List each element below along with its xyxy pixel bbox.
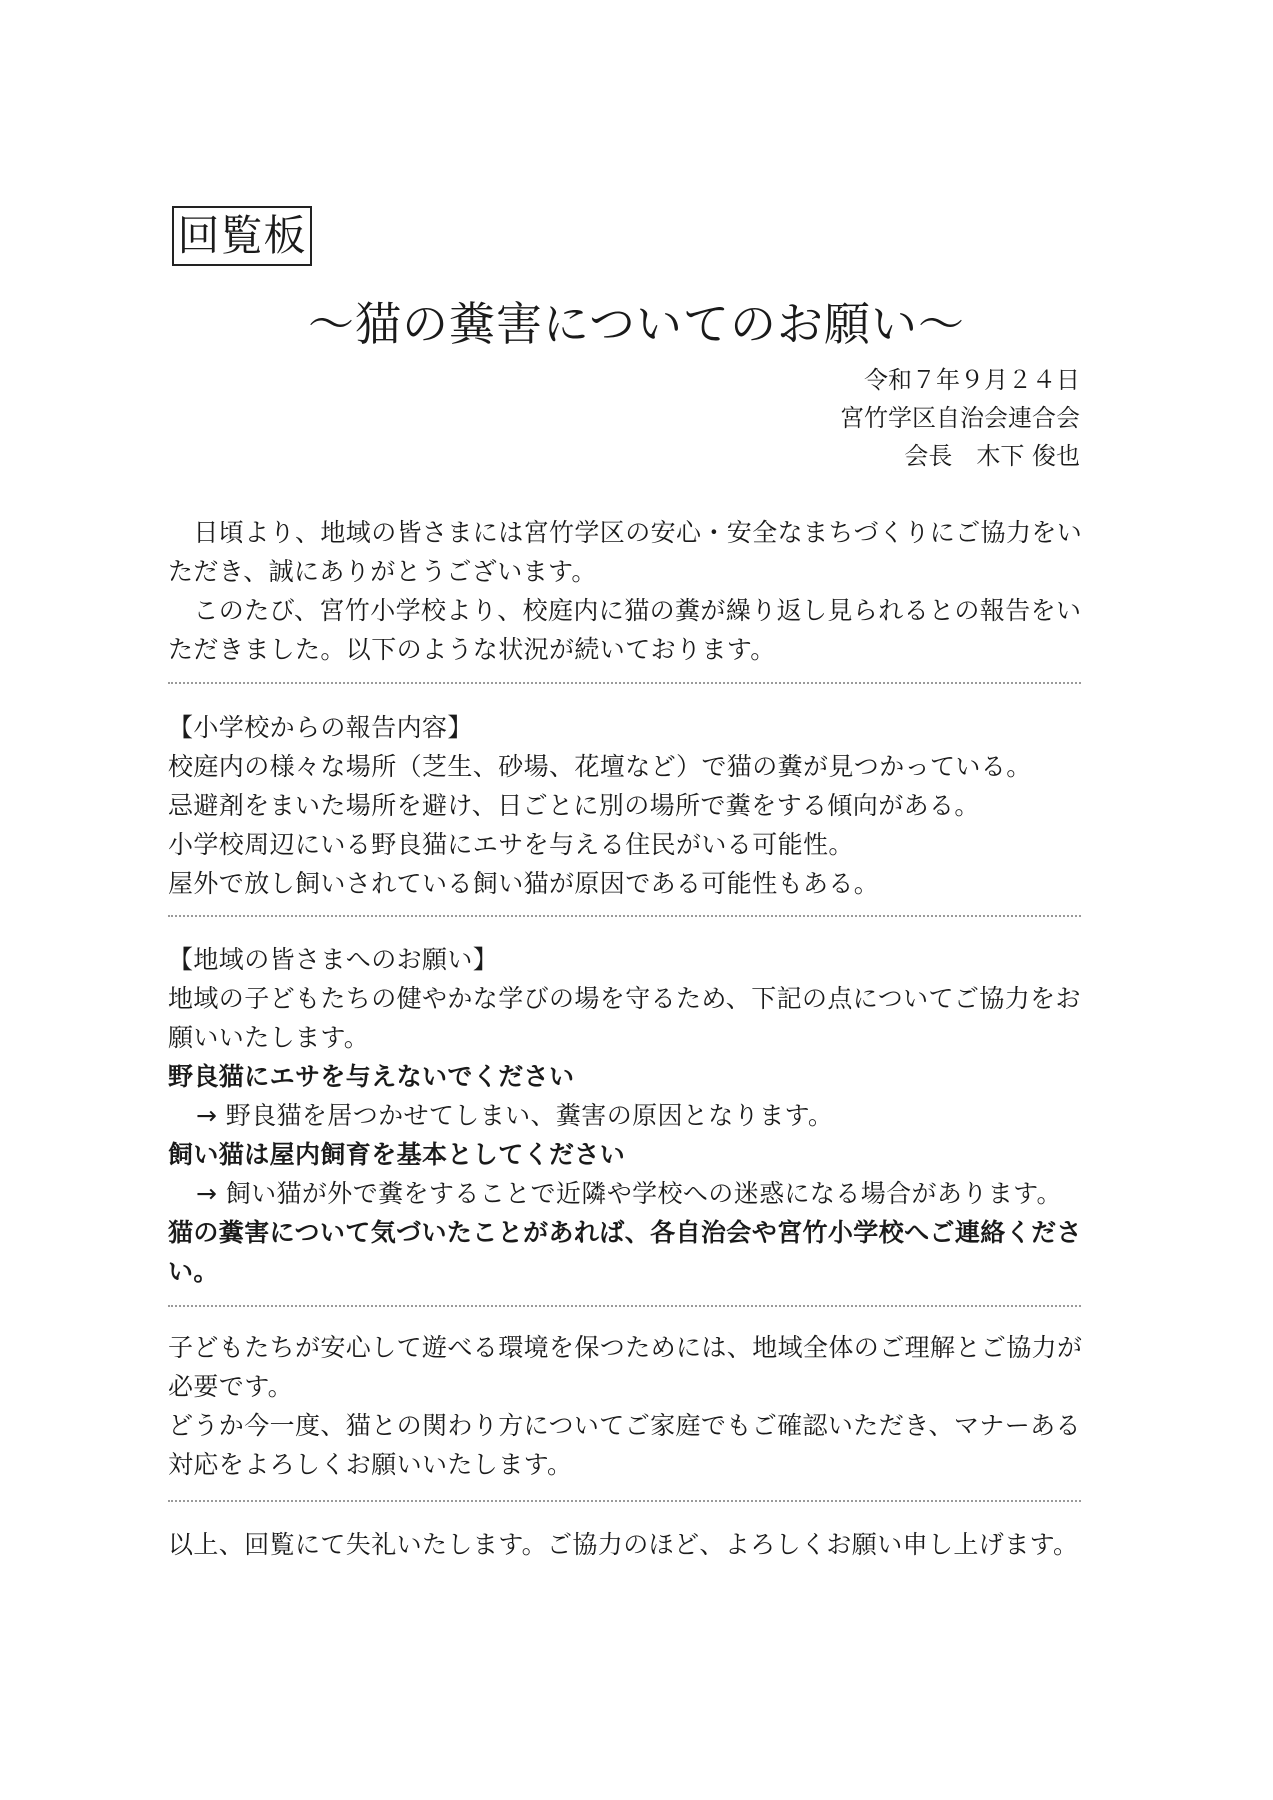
sender-organization: 宮竹学区自治会連合会 — [840, 404, 1080, 432]
circular-label: 回覧板 — [172, 206, 312, 266]
section-divider — [168, 1305, 1081, 1307]
report-item: 小学校周辺にいる野良猫にエサを与える住民がいる可能性。 — [168, 830, 854, 859]
section-divider — [168, 682, 1081, 684]
report-item: 忌避剤をまいた場所を避け、日ごとに別の場所で糞をする傾向がある。 — [168, 791, 980, 820]
report-item: 屋外で放し飼いされている飼い猫が原因である可能性もある。 — [168, 869, 880, 898]
request-lead: 地域の子どもたちの健やかな学びの場を守るため、下記の点についてご協力をお願いいたします。 — [168, 984, 1081, 1052]
section-divider — [168, 1500, 1081, 1502]
section-divider — [168, 915, 1081, 917]
intro-paragraph-2: このたび、宮竹小学校より、校庭内に猫の糞が繰り返し見られるとの報告をいただきました。以下のような状況が続いております。 — [168, 596, 1082, 664]
closing-paragraph-2: どうか今一度、猫との関わり方についてご家庭でもご確認いただき、マナーある対応をよろしくお願いいたします。 — [168, 1411, 1081, 1479]
sender-representative: 会長 木下 俊也 — [904, 442, 1080, 470]
request-contact: 猫の糞害について気づいたことがあれば、各自治会や宮竹小学校へご連絡ください。 — [168, 1218, 1082, 1286]
request-item-2-title: 飼い猫は屋内飼育を基本としてください — [168, 1140, 626, 1169]
intro-paragraph-1: 日頃より、地域の皆さまには宮竹学区の安心・安全なまちづくりにご協力をいただき、誠にありがとうございます。 — [168, 518, 1083, 586]
request-item-2-note: → 飼い猫が外で糞をすることで近隣や学校への迷惑になる場合があります。 — [196, 1179, 1062, 1208]
request-item-1-note: → 野良猫を居つかせてしまい、糞害の原因となります。 — [196, 1101, 834, 1130]
closing-paragraph-1: 子どもたちが安心して遊べる環境を保つためには、地域全体のご理解とご協力が必要です。 — [168, 1333, 1083, 1401]
report-heading: 【小学校からの報告内容】 — [168, 713, 473, 742]
request-heading: 【地域の皆さまへのお願い】 — [168, 945, 499, 974]
report-item: 校庭内の様々な場所（芝生、砂場、花壇など）で猫の糞が見つかっている。 — [168, 752, 1032, 781]
notice-date: 令和７年９月２４日 — [864, 366, 1080, 394]
request-item-1-title: 野良猫にエサを与えないでください — [168, 1062, 575, 1091]
signoff-text: 以上、回覧にて失礼いたします。ご協力のほど、よろしくお願い申し上げます。 — [168, 1530, 1079, 1559]
page-title: ～猫の糞害についてのお願い～ — [307, 297, 966, 351]
